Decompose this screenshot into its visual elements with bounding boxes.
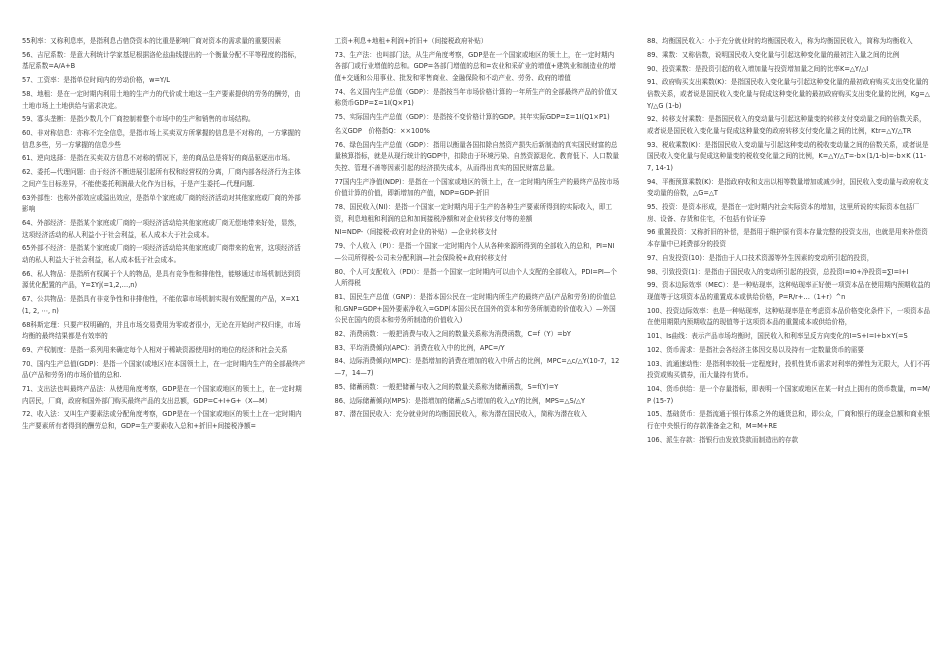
glossary-entry: 59、寡头垄断：是指少数几个厂商控制着整个市场中的生产和销售的市场结构。: [22, 115, 255, 124]
glossary-entry: 104、货币供给：是一个存量指标，即表明一个国家或地区在某一时点上拥有的货币数量，m=M/P (15-7): [647, 385, 931, 405]
glossary-entry: 84、边际消费倾向(MPC)：是指增加的消费在增加的收入中所占的比例，MPC=△c/△Y(10-7，12—7，14—7): [334, 357, 620, 378]
glossary-entry: 64、外部经济：是指某个家庭或厂商的一项经济活动给其他家庭或厂商无偿地带来好处，显然，这项经济活动的私人利益小于社会利益，私人成本大于社会成本。: [22, 219, 301, 239]
glossary-entry: 92、转移支付乘数：是指国民收入的变动量与引起这种量变的转移支付变动量之间的倍数关系，或者说是国民收入变化量与促成这种量变的政府转移支付变化量之间的比例，Ktr=△Y/△TR: [647, 115, 926, 135]
glossary-entry: 74、名义国内生产总值（GDP）：是指按当年市场价格计算的一年所生产的全部最终产品的价值又称货币GDP=Σ=1I(Q×P1): [334, 87, 618, 108]
glossary-entry: 95、投资：是资本形成，是指在一定时期内社会实际资本的增加，这里所说的实际资本包括厂房、设备、存货和住宅，不包括有价证券: [647, 203, 920, 223]
glossary-entry: 61、逆向选择：是指在买卖双方信息不对称的情况下，差的商品总是将好的商品驱逐出市场。: [22, 154, 295, 163]
text-column-right: [647, 36, 932, 666]
glossary-entry: 90、投资乘数：是投资引起的收入增加量与投资增加量之间的比率K=△Y/△I: [647, 64, 869, 73]
glossary-entry: 71、支出法也叫最终产品法：从使用角度考察，GDP是在一个国家或地区的领土上，在一定时期内居民，厂商，政府和国外部门购买最终产品的支出总额，GDP=C+I+G+（X—M）: [22, 385, 302, 405]
glossary-entry: 62、委托—代理问题：由于经济不断进展引起所有权和经营权的分离，厂商内部各经济行为主体之间产生目标差异，不能使委托利润最大化作为目标，于是产生委托—代理问题.: [22, 168, 301, 188]
glossary-entry: 86、边际储蓄倾向(MPS)：是指增加的储蓄△S占增加的收入△Y的比例，MPS=△S/△Y: [334, 396, 586, 405]
glossary-entry: 100、投资边际效率：也是一种贴现率，这种贴现率是在考虑资本品价格变化条件下，一项资本品在使用期限内预期收益的现值等于这项资本品的重置成本或供给价格，: [647, 306, 930, 327]
glossary-entry: 81、国民生产总值（GNP）：是指本国公民在一定时期内所生产的最终产品(产品和劳务)的价值总和.GNP=GDP+国外要素净收入=GDP(本国公民在国外的资本和劳务所制造的价值收入）—外国公民在国内的资本和劳务所制造的价值收入): [334, 292, 616, 325]
glossary-entry: 89、乘数：又称倍数，说明国民收入变化量与引起这种变化量的最初注入量之间的比例: [647, 50, 900, 59]
glossary-entry: 68科斯定理：只要产权明确的，并且市场交易费用为零或者很小，无论在开始时产权归谁，市场均衡的最终结果都是有效率的: [22, 320, 301, 341]
glossary-entry: 105、基础货币：是指流通于银行体系之外的通货总和，即公众，厂商和银行的现金总额和商业银行在中央银行的存款准备金之和，M=M+RE: [647, 410, 930, 430]
glossary-entry: 63外部性：也称外部效应或溢出效应，是指单个家庭或厂商的经济活动对其他家庭或厂商的外部影响: [22, 193, 301, 214]
glossary-entry: 67、公共物品：是指具有非竞争性和非排他性，不能依靠市场机制实现有效配置的产品，X=X1(1, 2, ⋯, n): [22, 295, 300, 315]
glossary-entry: 94、平衡预算乘数(K)：是指政府收和支出以相等数量增加或减少时，国民收入变动量与政府收支变动量的倍数，△G=△T: [647, 177, 929, 198]
glossary-entry: 66、私人物品：是指所有权属于个人的物品，是具有竞争性和排他性，能够通过市场机制达到资源优化配置的产品，Y=ΣYj(=1,2,…,n): [22, 269, 301, 290]
glossary-entry: 93、税收乘数(K)：是指国民收入变动量与引起这种变动的税收变动量之间的倍数关系，或者说是国民收入变化量与促成这种量变的税收变化量之间的比例，K=△Y/△T=-b×(1/1-b)=-b×K (11-7, 14-1): [647, 140, 929, 172]
glossary-entry: 91、政府购买支出乘数(K)：是指国民收入变化量与引起这种变化量的最初政府购买支出变化量的倍数关系，或者说是国民收入变化量与促成这种变化量的最初政府购买支出变化量的比例，Kg=△Y/△G (1-b): [647, 78, 930, 110]
glossary-entry: 56、吉尼系数：是意大利统计学家基尼根据洛伦兹曲线提出的一个衡量分配不平等程度的指标，基尼系数=A/A+B: [22, 50, 301, 71]
glossary-entry: 75、实际国内生产总值（GDP）：是指按不变价格计算的GDP。其年实际GDP=Σ=1I(Q1×P1): [334, 113, 610, 122]
glossary-entry: 85、储蓄函数：一般把储蓄与收入之间的数量关系称为储蓄函数，S=f(Y)=Y: [334, 382, 559, 391]
glossary-entry: 70、国内生产总值(GDP)：是指一个国家(或地区)在本国领土上，在一定时期内生产的全部最终产品(产品和劳务)的市场价值的总和.: [22, 359, 306, 380]
glossary-entry: 78、国民收入(NI)：是指一个国家一定时期内用于生产的各种生产要素所得到的实际收入，即工资，利息地租和利润的总和加间接税净额和对企业转移支付等的差额: [334, 203, 613, 223]
glossary-entry: 82、消费函数：一般把消费与收入之间的数量关系称为消费函数，C=f（Y）=bY: [334, 329, 571, 338]
glossary-entry: 98、引致投资(1)：是指由于国民收入的变动所引起的投资，总投资I=I0+净投资=∑I=I+I: [647, 267, 909, 276]
glossary-entry: 80、个人可支配收入（PDI）：是指一个国家一定时期内可以由个人支配的全部收入，PDI=PI—个人所得税: [334, 267, 617, 288]
glossary-entry: 101、Is曲线：表示产品市场均衡时，国民收入和利率呈反方向变化的I=S+I=I+b×Y(=S: [647, 332, 908, 341]
glossary-entry: 60、非对称信息：亦称不完全信息，是指市场上买卖双方所掌握的信息是不对称的，一方掌握的信息多些，另一方掌握的信息少些: [22, 129, 301, 149]
glossary-entry: 96 重置投资：又称折旧的补偿，是指用于维护原有资本存量完整的投资支出，也就是用来补偿资本存量中已耗费部分的投资: [647, 228, 928, 248]
glossary-entry: 69、产权制度：是指一系列用来确定每个人相对于稀缺资源使用时的地位的经济和社会关系: [22, 345, 288, 354]
text-column-left: [22, 36, 307, 666]
glossary-entry: 83、平均消费倾向(APC)：消费在收入中的比例，APC=/Y: [334, 343, 505, 352]
glossary-entry: 工资+利息+地租+利润+折旧+（间接税政府补贴）: [334, 37, 488, 45]
glossary-entry: 79、个人收入（PI）：是指一个国家一定时期内个人从各种来源所得到的全部收入的总和，PI=NI—公司所得税-公司未分配利润—社会保险税+政府转移支付: [334, 242, 615, 262]
glossary-entry: 72、收入法：又叫生产要素法或分配角度考察，GDP是在一个国家或地区的领土上在一定时期内生产要素所有者得到的酬劳总和，GDP=生产要素收入总和+折旧+间接税净额=: [22, 410, 302, 430]
glossary-entry: 76、绿色国内生产总值（GDP）：指用以衡量各国扣除自然资产损失后新制造的真实国民财富的总量核算指标，就是从现行统计的GDP中，扣除由于环境污染、自然资源退化、教育低下、人口数量失控、管理不善等因素引起的经济损失成本，从而得出真实的国民财富总量。: [334, 140, 620, 172]
glossary-entry: 103、流通速动性：是指利率较低一定程度时，投机性货币需求对利率的弹性为无限大，人们不再投资或购买债券，而大量持有货币。: [647, 359, 930, 380]
glossary-entry: 97、自发投资(10)：是指由于人口技术资源等外生因素的变动所引起的投资，: [647, 253, 874, 262]
glossary-entry: 88、均衡国民收入：小于充分就业时的均衡国民收入，称为均衡国民收入，简称为均衡收入: [647, 37, 913, 45]
glossary-entry: 65外部不经济：是指某个家庭或厂商的一项经济活动给其他家庭或厂商带来的危害，这项经济活动的私人利益大于社会利益，私人成本低于社会成本。: [22, 244, 301, 264]
glossary-entry: NI=NDP-（间接税-政府对企业的补贴）—企业转移支付: [334, 228, 498, 237]
glossary-entry: 87、潜在国民收入：充分就业时的均衡国民收入，称为潜在国民收入，简称为潜在收入: [334, 410, 587, 419]
glossary-entry: 106、派生存款：指银行由发放贷款而制造出的存款: [647, 435, 799, 444]
text-column-middle: [335, 36, 620, 666]
glossary-entry: 58、地租：是在一定时期内利用土地的生产力的代价或土地这一生产要素提供的劳务的酬劳，由土地市场上土地供给与需求决定。: [22, 89, 301, 110]
glossary-entry: 102、货币需求：是指社会各经济主体因交易以及持有一定数量货币的需要: [647, 345, 864, 354]
glossary-entry: 73、生产法：也叫部门法，从生产角度考察，GDP是在一个国家或地区的领土上，在一定时期内各部门或行业增值的总和。GDP=各部门增值的总和=农业和采矿业的增值+建筑业和制造业的增值+交通和公用事业、批发和零售商业、金融保险和不动产业、劳务、政府的增值: [334, 50, 616, 82]
glossary-entry: 77国内生产净值(NDP)：是指在一个国家或地区的领土上，在一定时期内所生产的最终产品按市场价值计算的价值，即新增加的产值，NDP=GDP-折旧: [334, 177, 620, 198]
document-page: [22, 36, 932, 666]
glossary-entry: 57、工资率：是指单位时间内的劳动价格，w=Y/L: [22, 76, 170, 85]
glossary-entry: 55利率：又称利息率，是指利息占借贷资本的比重是影响厂商对资本的需求量的重要因素: [22, 37, 281, 45]
glossary-entry: 名义GDP 价格指Q：××100%: [334, 126, 430, 135]
glossary-entry: 99、资本边际效率（MEC）：是一种贴现率，这种贴现率正好使一项资本品在使用期内预期收益的现值等于这项资本品的重置成本或供给价格，P=R/r+…（1+r）^n: [647, 281, 931, 301]
